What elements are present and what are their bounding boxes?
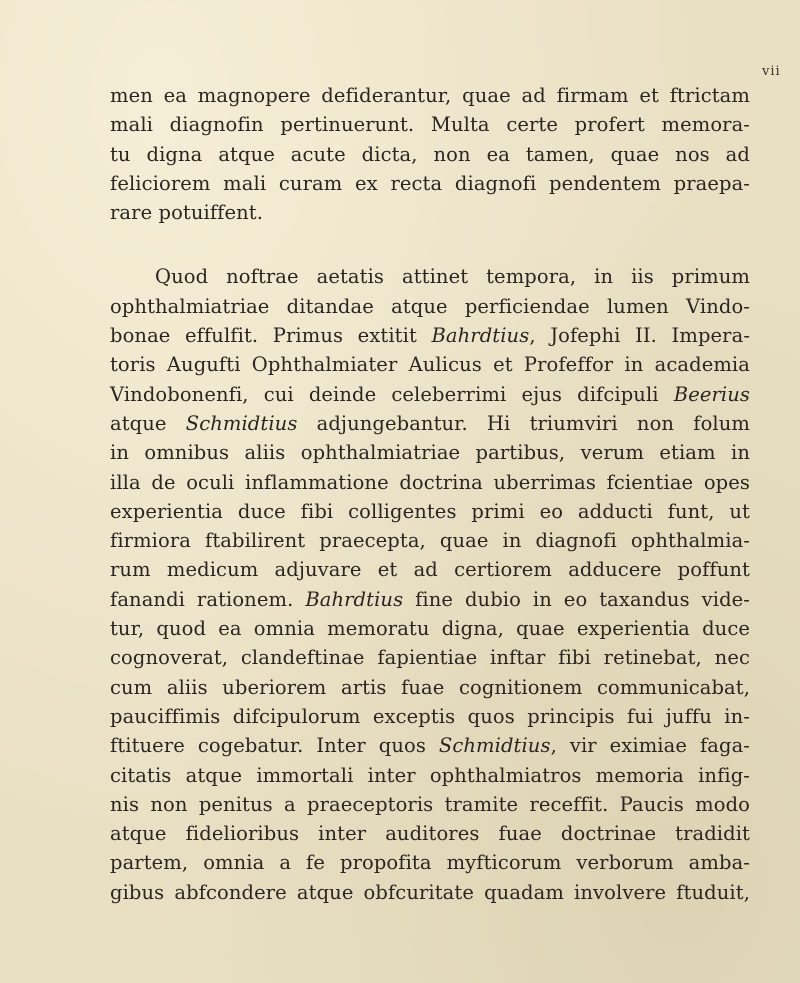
text-line: Quod noftrae aetatis attinet tempora, in iis primum	[155, 265, 750, 289]
text-line: partem, omnia a fe propofita myfticorum verborum amba-	[110, 851, 750, 875]
text-line: rum medicum adjuvare et ad certiorem adducere poffunt	[110, 558, 750, 582]
text-line: tu digna atque acute dicta, non ea tamen, quae nos ad	[110, 142, 750, 166]
text-line: mali diagnofin pertinuerunt. Multa certe profert memora-	[110, 113, 750, 137]
text-line: tur, quod ea omnia memoratu digna, quae experientia duce	[110, 617, 750, 641]
text-line: toris Augufti Ophthalmiater Aulicus et Profeffor in academia	[110, 353, 750, 377]
line-part: adjungebantur. Hi triumviri non folum	[297, 411, 750, 435]
paragraph-gap	[110, 227, 750, 262]
author-name: Schmidtius	[438, 734, 551, 758]
line-part: atque	[110, 411, 186, 435]
text-line: atque fidelioribus inter auditores fuae doctrinae tradidit	[110, 822, 750, 846]
text-line	[110, 731, 750, 760]
line-part: bonae effulfit. Primus extitit	[110, 324, 432, 348]
page-number: vii	[762, 64, 781, 79]
text-line: ophthalmiatriae ditandae atque perficiendae lumen Vindo-	[110, 294, 750, 318]
paragraph-2	[110, 262, 750, 907]
text-line: cum aliis uberiorem artis fuae cognitionem communicabat,	[110, 675, 750, 699]
text-line	[110, 409, 750, 438]
text-line: experientia duce fibi colligentes primi eo adducti funt, ut	[110, 499, 750, 523]
text-line: nis non penitus a praeceptoris tramite receffit. Paucis modo	[110, 792, 750, 816]
text-line: pauciffimis difcipulorum exceptis quos principis fui juffu in-	[110, 704, 750, 728]
text-line	[110, 585, 750, 614]
author-name: Beerius	[673, 382, 750, 406]
text-line: illa de oculi inflammatione doctrina uberrimas fcientiae opes	[110, 470, 750, 494]
text-line: cognoverat, clandeftinae fapientiae inftar fibi retinebat, nec	[110, 646, 750, 670]
line-part: Vindobonenfi, cui deinde celeberrimi ejus difcipuli	[110, 382, 674, 406]
text-line	[110, 321, 750, 350]
author-name: Bahrdtius	[431, 324, 530, 348]
author-name: Bahrdtius	[305, 587, 404, 611]
paragraph-1	[110, 81, 750, 227]
text-line: firmiora ftabilirent praecepta, quae in diagnofi ophthalmia-	[110, 529, 750, 553]
line-part: fanandi rationem.	[110, 587, 294, 611]
text-line: citatis atque immortali inter ophthalmiatros memoria infig-	[110, 763, 750, 787]
line-part: , Jofephi II. Impera-	[529, 324, 751, 348]
body-text	[110, 81, 750, 907]
text-line: men ea magnopere defiderantur, quae ad firmam et ftrictam	[110, 84, 750, 107]
author-name: Schmidtius	[185, 411, 298, 435]
text-line	[110, 380, 750, 409]
line-part: fine dubio in eo taxandus vide-	[403, 587, 750, 611]
text-line: feliciorem mali curam ex recta diagnofi pendentem praepa-	[110, 171, 750, 195]
text-line: gibus abfcondere atque obfcuritate quadam involvere ftuduit,	[110, 880, 750, 904]
line-part: ftituere cogebatur. Inter quos	[110, 734, 439, 758]
line-part: , vir eximiae faga-	[550, 734, 750, 758]
text-line: in omnibus aliis ophthalmiatriae partibus, verum etiam in	[110, 441, 750, 465]
text-line: rare potuiffent.	[110, 201, 264, 225]
